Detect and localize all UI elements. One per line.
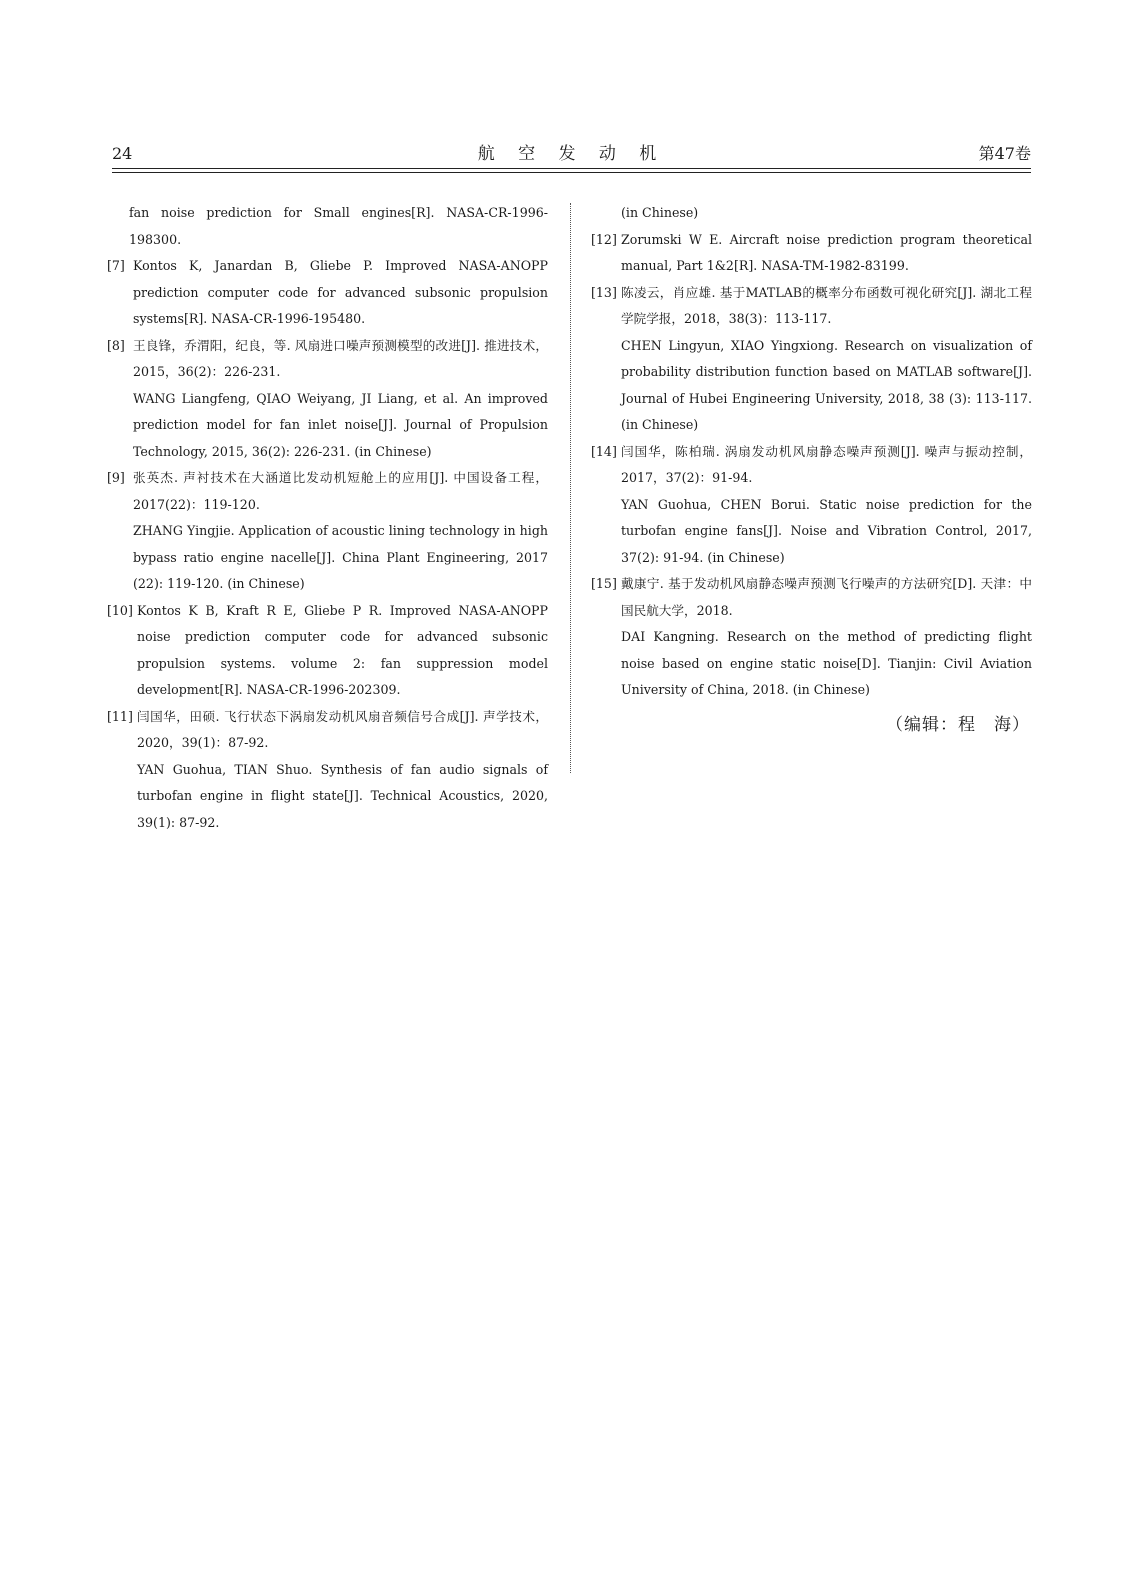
journal-title: 航 空 发 动 机 <box>477 144 666 164</box>
reference-text: 张英杰. 声衬技术在大涵道比发动机短舱上的应用[J]. 中国设备工程，2017(22)：119-120. <box>133 470 548 512</box>
page-header <box>112 142 1031 170</box>
reference-text: 闫国华，陈柏瑞. 涡扇发动机风扇静态噪声预测[J]. 噪声与振动控制，2017，37(2)：91-94. <box>621 443 1032 485</box>
column-divider <box>570 203 571 773</box>
reference-number: [15] <box>591 576 617 591</box>
reference-text-english: YAN Guohua, TIAN Shuo. Synthesis of fan audio signals of turbofan engine in flight state[J]. Technical Acoustics, 2020, 39(1): 87-92. <box>137 761 548 830</box>
reference-number: [11] <box>107 708 133 724</box>
reference-item <box>591 280 1032 439</box>
reference-item <box>591 200 1032 227</box>
reference-text-english: CHEN Lingyun, XIAO Yingxiong. Research on visualization of probability distribution function based on MATLAB software[J]. Journal of Hubei Engineering University, 2018, 38 (3): 113-117. (in Chinese) <box>621 337 1032 432</box>
reference-item <box>107 200 548 253</box>
reference-text: Zorumski W E. Aircraft noise prediction program theoretical manual, Part 1&2[R]. NASA-TM-1982-83199. <box>621 231 1032 273</box>
reference-number: [9] <box>107 470 125 485</box>
header-rule-thick <box>112 168 1031 169</box>
reference-item <box>107 465 548 598</box>
right-column <box>591 200 1032 738</box>
reference-text: fan noise prediction for Small engines[R]. NASA-CR-1996-198300. <box>129 205 548 247</box>
reference-text-english: WANG Liangfeng, QIAO Weiyang, JI Liang, et al. An improved prediction model for fan inlet noise[J]. Journal of Propulsion Technology, 2015, 36(2): 226-231. (in Chinese) <box>133 390 548 459</box>
reference-text-english: DAI Kangning. Research on the method of predicting flight noise based on engine static noise[D]. Tianjin: Civil Aviation University of China, 2018. (in Chinese) <box>621 629 1032 697</box>
left-column <box>107 200 548 836</box>
reference-text: Kontos K, Janardan B, Gliebe P. Improved NASA-ANOPP prediction computer code for advanced subsonic propulsion systems[R]. NASA-CR-1996-195480. <box>133 258 548 326</box>
header-rule-thin <box>112 172 1031 173</box>
reference-number: [7] <box>107 258 125 273</box>
reference-text: Kontos K B, Kraft R E, Gliebe P R. Improved NASA-ANOPP noise prediction computer code for advanced subsonic propulsion systems. volume 2: fan suppression model development[R]. NASA-CR-1996-202309. <box>137 602 548 697</box>
volume-label: 第47卷 <box>978 144 1031 163</box>
reference-item <box>107 598 548 704</box>
reference-item <box>107 253 548 333</box>
reference-item <box>591 439 1032 572</box>
reference-text: 王良锋，乔渭阳，纪良，等. 风扇进口噪声预测模型的改进[J]. 推进技术，2015，36(2)：226-231. <box>133 337 548 379</box>
reference-item <box>107 333 548 466</box>
editor-credit: （编辑：程 海） <box>886 714 1030 735</box>
reference-text: (in Chinese) <box>621 205 699 220</box>
reference-item <box>107 704 548 837</box>
reference-number: [10] <box>107 602 133 618</box>
reference-number: [8] <box>107 337 125 353</box>
reference-text-english: YAN Guohua, CHEN Borui. Static noise prediction for the turbofan engine fans[J]. Noise and Vibration Control, 2017, 37(2): 91-94. (in Chinese) <box>621 496 1032 565</box>
page-number: 24 <box>112 144 133 163</box>
reference-item <box>591 571 1032 704</box>
reference-text: 戴康宁. 基于发动机风扇静态噪声预测飞行噪声的方法研究[D]. 天津：中国民航大学，2018. <box>621 576 1032 618</box>
reference-text: 闫国华，田硕. 飞行状态下涡扇发动机风扇音频信号合成[J]. 声学技术，2020，39(1)：87-92. <box>137 708 548 750</box>
reference-text: 陈凌云，肖应雄. 基于MATLAB的概率分布函数可视化研究[J]. 湖北工程学院学报，2018，38(3)：113-117. <box>621 284 1032 326</box>
reference-text-english: ZHANG Yingjie. Application of acoustic lining technology in high bypass ratio engine nacelle[J]. China Plant Engineering, 2017 (22): 119-120. (in Chinese) <box>133 523 548 591</box>
reference-number: [14] <box>591 443 617 459</box>
reference-number: [12] <box>591 231 617 247</box>
reference-number: [13] <box>591 284 617 300</box>
reference-item <box>591 227 1032 280</box>
